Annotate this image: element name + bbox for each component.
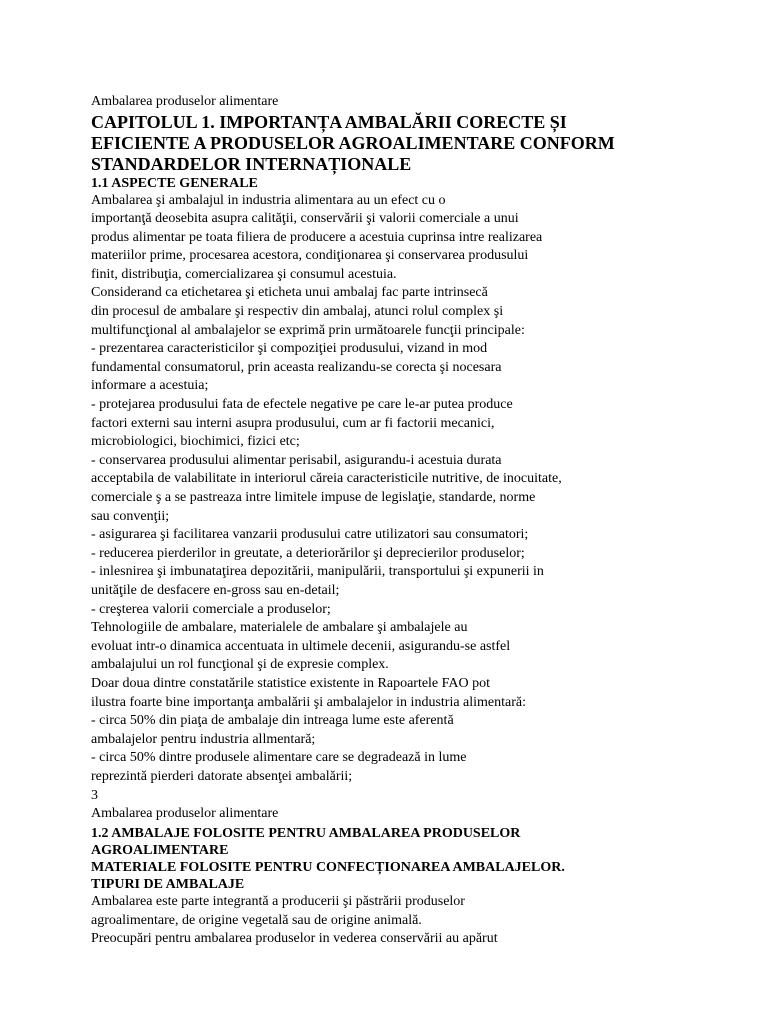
page-number: 3 [91, 787, 98, 803]
body-line: Ambalarea este parte integrantă a producerii şi păstrării produselor [91, 894, 465, 909]
body-line: fundamental consumatorul, prin aceasta realizandu-se corecta şi nocesara [91, 359, 502, 375]
chapter-title-line: EFICIENTE A PRODUSELOR AGROALIMENTARE CONFORM [91, 132, 615, 153]
chapter-title-line: CAPITOLUL 1. IMPORTANȚA AMBALĂRII CORECTE ȘI [91, 111, 567, 132]
section-title-line: MATERIALE FOLOSITE PENTRU CONFECȚIONAREA AMBALAJELOR. [91, 860, 565, 875]
body-line: ilustra foarte bine importanţa ambalării şi ambalajelor in industria alimentară: [91, 694, 527, 710]
body-line: ambalajului un rol funcţional şi de expresie complex. [91, 657, 389, 673]
body-line: unităţile de desfacere en-gross sau en-detail; [91, 582, 340, 598]
body-line: informare a acestuia; [91, 378, 209, 394]
body-line: - conservarea produsului alimentar perisabil, asigurandu-i acestuia durata [91, 452, 502, 468]
body-line: evoluat intr-o dinamica accentuata in ultimele decenii, asigurandu-se astfel [91, 638, 511, 654]
body-line: Preocupări pentru ambalarea produselor in vederea conservării au apărut [91, 931, 498, 947]
body-line: ambalajelor pentru industria allmentară; [91, 731, 316, 747]
section-title-line: 1.2 AMBALAJE FOLOSITE PENTRU AMBALAREA PRODUSELOR [91, 826, 521, 841]
body-line: sau convenţii; [91, 508, 170, 524]
running-header: Ambalarea produselor alimentare [91, 94, 279, 109]
body-line: finit, distribuţia, comercializarea şi consumul acestuia. [91, 266, 397, 282]
body-line: Ambalarea şi ambalajul in industria alimentara au un efect cu o [91, 192, 446, 208]
body-line: reprezintă pierderi datorate absenţei ambalării; [91, 768, 353, 784]
document-content [91, 93, 731, 949]
body-line: produs alimentar pe toata filiera de producere a acestuia cuprinsa intre realizarea [91, 229, 543, 245]
section-title-1-2 [91, 825, 731, 893]
body-line: multifuncţional al ambalajelor se exprimă prin următoarele funcţii principale: [91, 322, 525, 338]
body-line: - protejarea produsului fata de efectele negative pe care le-ar putea produce [91, 397, 513, 413]
body-line: - prezentarea caracteristicilor şi compoziţiei produsului, vizand in mod [91, 341, 488, 357]
body-line: microbiologici, biochimici, fizici etc; [91, 434, 300, 450]
body-text [91, 192, 731, 787]
running-header: Ambalarea produselor alimentare [91, 805, 279, 821]
body-text [91, 893, 731, 949]
body-line: din procesul de ambalare şi respectiv din ambalaj, atunci rolul complex şi [91, 304, 504, 320]
body-line: - asigurarea şi facilitarea vanzarii produsului catre utilizatori sau consumatori; [91, 527, 529, 543]
body-line: - reducerea pierderilor in greutate, a deteriorărilor şi deprecierilor produselor; [91, 545, 525, 561]
body-line: acceptabila de valabilitate in interiorul căreia caracteristicile nutritive, de inocuitate, [91, 471, 562, 487]
body-line: Considerand ca etichetarea şi eticheta unui ambalaj fac parte intrinsecă [91, 285, 488, 301]
body-line: - creşterea valorii comerciale a produselor; [91, 601, 331, 617]
section-title-1-1 [91, 175, 731, 192]
chapter-title-line: STANDARDELOR INTERNAȚIONALE [91, 153, 412, 174]
chapter-title [91, 112, 731, 175]
body-line: factori externi sau interni asupra produsului, cum ar fi factorii mecanici, [91, 415, 495, 431]
body-line: agroalimentare, de origine vegetală sau de origine animală. [91, 912, 422, 928]
body-line: Doar doua dintre constatările statistice existente in Rapoartele FAO pot [91, 675, 491, 691]
body-line: - circa 50% din piaţa de ambalaje din intreaga lume este aferentă [91, 713, 454, 729]
body-line: comerciale ş a se pastreaza intre limitele impuse de legislaţie, standarde, norme [91, 490, 536, 505]
body-line: - inlesnirea şi imbunataţirea depozitării, manipulării, transportului şi expunerii in [91, 564, 544, 580]
section-title-text: 1.1 ASPECTE GENERALE [91, 175, 258, 191]
body-line: importanţă deosebita asupra calităţii, conservării şi valorii comerciale a unui [91, 211, 519, 227]
body-line: - circa 50% dintre produsele alimentare care se degradează in lume [91, 750, 467, 766]
section-title-line: TIPURI DE AMBALAJE [91, 877, 245, 892]
body-line: Tehnologiile de ambalare, materialele de ambalare şi ambalajele au [91, 620, 468, 636]
body-line: materiilor prime, procesarea acestora, condiţionarea şi conservarea produsului [91, 248, 529, 264]
section-title-line: AGROALIMENTARE [91, 843, 229, 858]
